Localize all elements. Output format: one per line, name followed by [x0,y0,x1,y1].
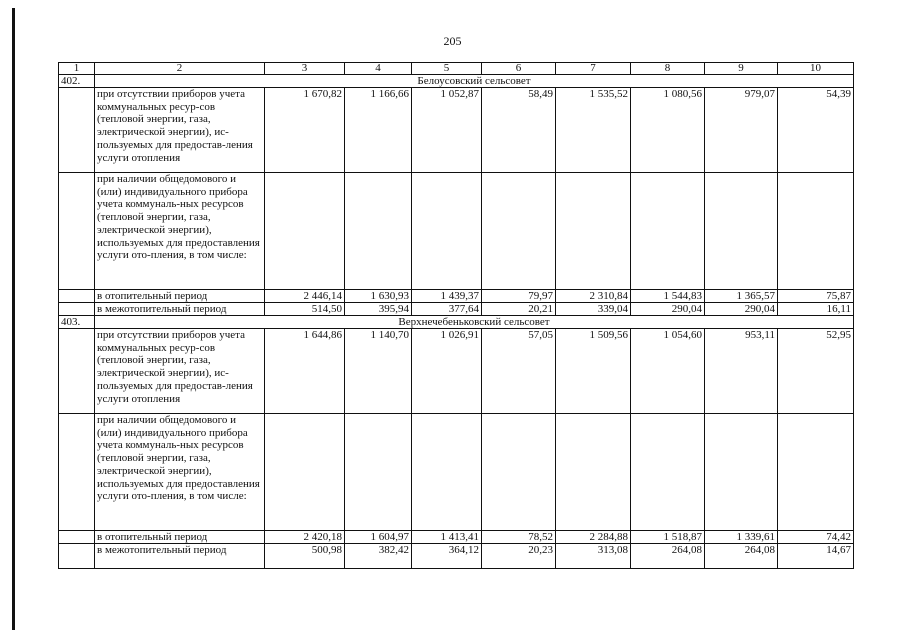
value-cell: 1 644,86 [265,329,345,414]
value-cell: 2 284,88 [556,531,631,544]
value-cell: 75,87 [778,290,854,303]
empty-cell [265,414,345,531]
value-cell: 1 518,87 [631,531,705,544]
value-cell: 2 446,14 [265,290,345,303]
value-cell: 339,04 [556,303,631,316]
value-cell: 1 413,41 [412,531,482,544]
table-row-with-meters [59,173,854,290]
empty-cell [705,173,778,290]
empty-cell [631,173,705,290]
value-cell: 74,42 [778,531,854,544]
row-label: в межотопительный период [95,303,265,316]
column-header: 10 [778,63,854,75]
section-row [59,316,854,329]
value-cell: 1 439,37 [412,290,482,303]
value-cell: 16,11 [778,303,854,316]
section-name: Верхнечебеньковский сельсовет [95,316,854,329]
value-cell: 395,94 [345,303,412,316]
section-code: 402. [59,75,95,88]
table-row-heating-period [59,290,854,303]
empty-cell [705,414,778,531]
row-label: в отопительный период [95,531,265,544]
value-cell: 1 054,60 [631,329,705,414]
value-cell: 1 339,61 [705,531,778,544]
value-cell: 58,49 [482,88,556,173]
section-row [59,75,854,88]
empty-cell [412,173,482,290]
table-row-without-meters [59,329,854,414]
value-cell: 953,11 [705,329,778,414]
value-cell: 264,08 [705,544,778,569]
value-cell: 290,04 [631,303,705,316]
empty-cell [59,173,95,290]
value-cell: 1 670,82 [265,88,345,173]
value-cell: 57,05 [482,329,556,414]
value-cell: 54,39 [778,88,854,173]
row-description: при наличии общедомового и (или) индивидуального прибора учета коммуналь-ных ресурсов (тепловой энергии, газа, электрической энергии), используемых для предоставления услуги ото-пления, в том числе: [95,173,265,290]
empty-cell [482,173,556,290]
table-row-without-meters [59,88,854,173]
empty-cell [778,414,854,531]
value-cell: 1 080,56 [631,88,705,173]
value-cell: 1 630,93 [345,290,412,303]
value-cell: 1 026,91 [412,329,482,414]
empty-cell [556,414,631,531]
value-cell: 2 420,18 [265,531,345,544]
value-cell: 1 166,66 [345,88,412,173]
value-cell: 1 535,52 [556,88,631,173]
value-cell: 14,67 [778,544,854,569]
value-cell: 78,52 [482,531,556,544]
row-description: при наличии общедомового и (или) индивидуального прибора учета коммуналь-ных ресурсов (тепловой энергии, газа, электрической энергии), используемых для предоставления услуги ото-пления, в том числе: [95,414,265,531]
value-cell: 979,07 [705,88,778,173]
table-row-interheating-period [59,303,854,316]
column-header-row [59,63,854,75]
value-cell: 2 310,84 [556,290,631,303]
value-cell: 1 365,57 [705,290,778,303]
row-label: в межотопительный период [95,544,265,569]
value-cell: 1 509,56 [556,329,631,414]
empty-cell [59,544,95,569]
column-header: 3 [265,63,345,75]
tariff-table [58,62,854,569]
empty-cell [345,173,412,290]
scan-left-edge-bar [12,8,15,630]
empty-cell [59,88,95,173]
column-header: 6 [482,63,556,75]
value-cell: 20,21 [482,303,556,316]
table-row-with-meters [59,414,854,531]
value-cell: 52,95 [778,329,854,414]
empty-cell [59,531,95,544]
value-cell: 290,04 [705,303,778,316]
empty-cell [265,173,345,290]
empty-cell [556,173,631,290]
value-cell: 313,08 [556,544,631,569]
empty-cell [59,303,95,316]
table-row-interheating-period [59,544,854,569]
value-cell: 382,42 [345,544,412,569]
value-cell: 264,08 [631,544,705,569]
value-cell: 20,23 [482,544,556,569]
empty-cell [778,173,854,290]
value-cell: 79,97 [482,290,556,303]
value-cell: 514,50 [265,303,345,316]
page-number: 205 [443,34,462,48]
column-header: 2 [95,63,265,75]
section-code: 403. [59,316,95,329]
value-cell: 1 604,97 [345,531,412,544]
row-description: при отсутствии приборов учета коммунальных ресур-сов (тепловой энергии, газа, электрической энергии), ис-пользуемых для предостав-ления услуги отопления [95,88,265,173]
value-cell: 1 544,83 [631,290,705,303]
column-header: 5 [412,63,482,75]
empty-cell [631,414,705,531]
row-label: в отопительный период [95,290,265,303]
table-row-heating-period [59,531,854,544]
empty-cell [59,414,95,531]
column-header: 9 [705,63,778,75]
empty-cell [482,414,556,531]
value-cell: 377,64 [412,303,482,316]
value-cell: 500,98 [265,544,345,569]
empty-cell [59,290,95,303]
column-header: 7 [556,63,631,75]
column-header: 1 [59,63,95,75]
empty-cell [412,414,482,531]
value-cell: 364,12 [412,544,482,569]
column-header: 8 [631,63,705,75]
empty-cell [59,329,95,414]
column-header: 4 [345,63,412,75]
section-name: Белоусовский сельсовет [95,75,854,88]
empty-cell [345,414,412,531]
value-cell: 1 140,70 [345,329,412,414]
row-description: при отсутствии приборов учета коммунальных ресур-сов (тепловой энергии, газа, электрической энергии), ис-пользуемых для предостав-ления услуги отопления [95,329,265,414]
value-cell: 1 052,87 [412,88,482,173]
